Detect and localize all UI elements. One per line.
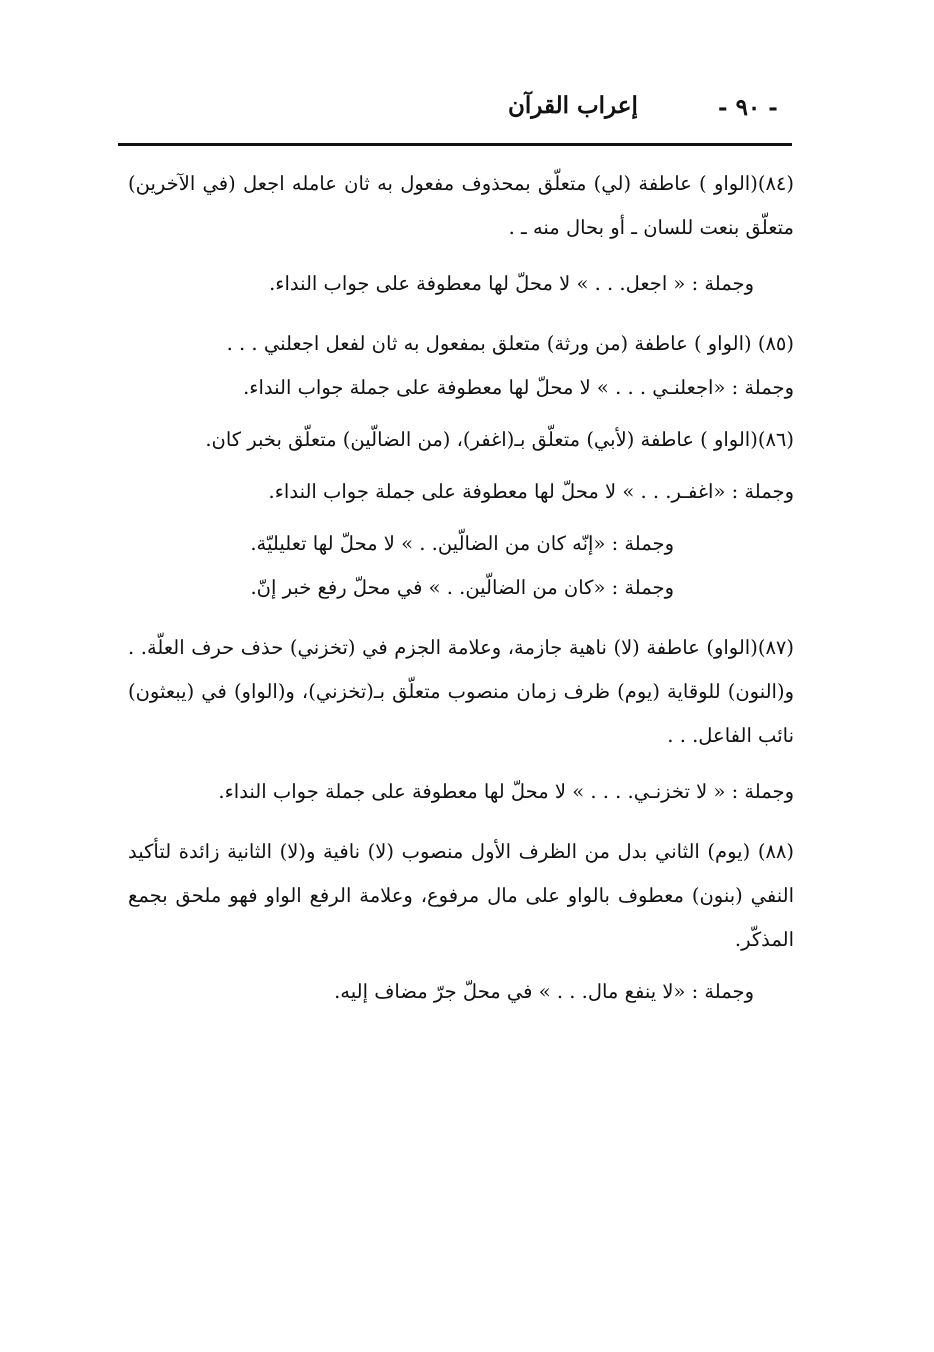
paragraph-jumla-85: وجملة : «اجعلنـي . . . » لا محلّ لها معطوفة على جملة جواب النداء. [243, 376, 794, 399]
paragraph-jumla-88: وجملة : «لا ينفع مال. . . » في محلّ جرّ مضاف إليه. [334, 980, 754, 1003]
paragraph-verse-88: (٨٨) (يوم) الثاني بدل من الظرف الأول منصوب (لا) نافية و(لا) الثانية زائدة لتأكيد النفي (بنون) معطوف بالواو على مال مرفوع، وعلامة الرفع الواو فهو ملحق بجمع المذكّر. [128, 840, 794, 951]
paragraph-jumla-86-taliliya: وجملة : «إنّه كان من الضالّين. . » لا محلّ لها تعليليّة. [250, 532, 674, 555]
paragraph-jumla-87: وجملة : « لا تخزنـي. . . . » لا محلّ لها معطوفة على جملة جواب النداء. [218, 780, 794, 803]
paragraph-jumla-86-khabar: وجملة : «كان من الضالّين. . » في محلّ رفع خبر إنّ. [250, 576, 674, 599]
paragraph-verse-84: (٨٤)(الواو ) عاطفة (لي) متعلّق بمحذوف مفعول به ثان عامله اجعل (في الآخرين) متعلّق بنعت للسان ـ أو بحال منه ـ . [128, 172, 794, 239]
paragraph-jumla-84: وجملة : « اجعل. . . » لا محلّ لها معطوفة على جواب النداء. [269, 272, 754, 295]
running-title: إعراب القرآن [508, 92, 638, 119]
paragraph-jumla-86: وجملة : «اغفـر. . . » لا محلّ لها معطوفة على جملة جواب النداء. [268, 480, 794, 503]
page-number: - ٩٠ - [718, 94, 778, 121]
paragraph-verse-87: (٨٧)(الواو) عاطفة (لا) ناهية جازمة، وعلامة الجزم في (تخزني) حذف حرف العلّة. . و(النون) للوقاية (يوم) ظرف زمان منصوب متعلّق بـ(تخزني)، و(الواو) في (يبعثون) نائب الفاعل. . . [128, 636, 794, 747]
page-body [128, 162, 794, 1014]
page-header [118, 92, 792, 142]
header-rule [118, 143, 792, 146]
paragraph-verse-86: (٨٦)(الواو ) عاطفة (لأبي) متعلّق بـ(اغفر)، (من الضالّين) متعلّق بخبر كان. [205, 428, 794, 451]
paragraph-verse-85: (٨٥) (الواو ) عاطفة (من ورثة) متعلق بمفعول به ثان لفعل اجعلني . . . [226, 332, 794, 355]
